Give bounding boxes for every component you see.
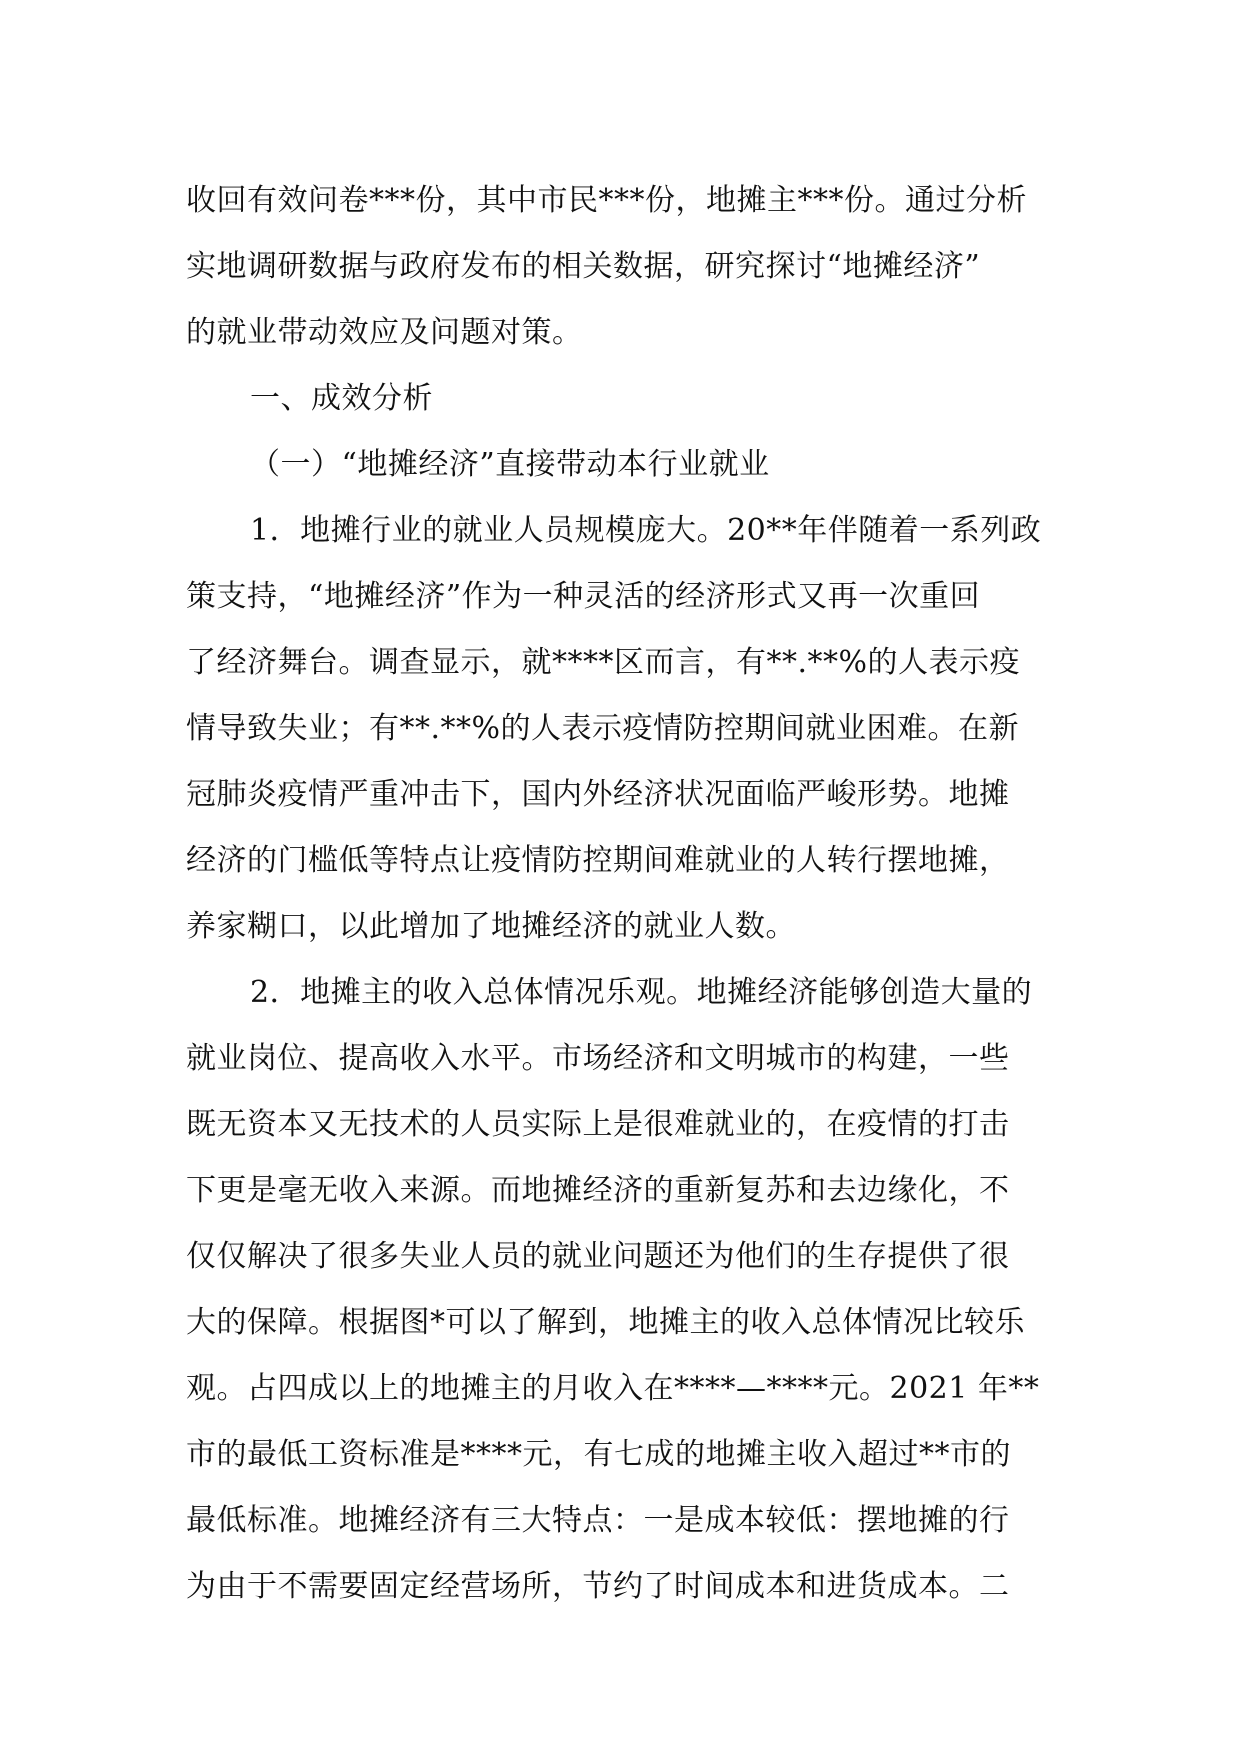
paragraph-line: 观。占四成以上的地摊主的月收入在****—****元。2021 年**	[186, 1371, 1040, 1406]
paragraph-line: 最低标准。地摊经济有三大特点：一是成本较低：摆地摊的行	[186, 1503, 1010, 1538]
paragraph-line: 下更是毫无收入来源。而地摊经济的重新复苏和去边缘化，不	[186, 1173, 1010, 1208]
paragraph-line: 了经济舞台。调查显示，就****区而言，有**.**%的人表示疫	[186, 645, 1021, 680]
section-heading: 一、成效分析	[250, 381, 433, 416]
paragraph-line: 2．地摊主的收入总体情况乐观。地摊经济能够创造大量的	[250, 975, 1033, 1010]
paragraph-line: 市的最低工资标准是****元，有七成的地摊主收入超过**市的	[186, 1437, 1011, 1472]
paragraph-line: 既无资本又无技术的人员实际上是很难就业的，在疫情的打击	[186, 1107, 1010, 1142]
paragraph-line: 1．地摊行业的就业人员规模庞大。20**年伴随着一系列政	[250, 513, 1042, 548]
paragraph-line: 为由于不需要固定经营场所，节约了时间成本和进货成本。二	[186, 1569, 1010, 1604]
paragraph-line: 策支持，“地摊经济”作为一种灵活的经济形式又再一次重回	[186, 579, 981, 614]
paragraph-line: 仅仅解决了很多失业人员的就业问题还为他们的生存提供了很	[186, 1239, 1010, 1274]
paragraph-line: 就业岗位、提高收入水平。市场经济和文明城市的构建，一些	[186, 1041, 1010, 1076]
paragraph-line: 大的保障。根据图*可以了解到，地摊主的收入总体情况比较乐	[186, 1305, 1025, 1340]
paragraph-line: 养家糊口，以此增加了地摊经济的就业人数。	[186, 909, 796, 944]
paragraph-line: 收回有效问卷***份，其中市民***份，地摊主***份。通过分析	[186, 183, 1027, 218]
paragraph-line: 情导致失业；有**.**%的人表示疫情防控期间就业困难。在新	[186, 711, 1020, 746]
paragraph-line: 的就业带动效应及问题对策。	[186, 315, 583, 350]
body-text	[186, 168, 1056, 1620]
paragraph-line: 经济的门槛低等特点让疫情防控期间难就业的人转行摆地摊，	[186, 843, 1010, 878]
paragraph-line: 实地调研数据与政府发布的相关数据，研究探讨“地摊经济”	[186, 249, 981, 284]
paragraph-line: 冠肺炎疫情严重冲击下，国内外经济状况面临严峻形势。地摊	[186, 777, 1010, 812]
subsection-heading: （一）“地摊经济”直接带动本行业就业	[250, 447, 770, 482]
